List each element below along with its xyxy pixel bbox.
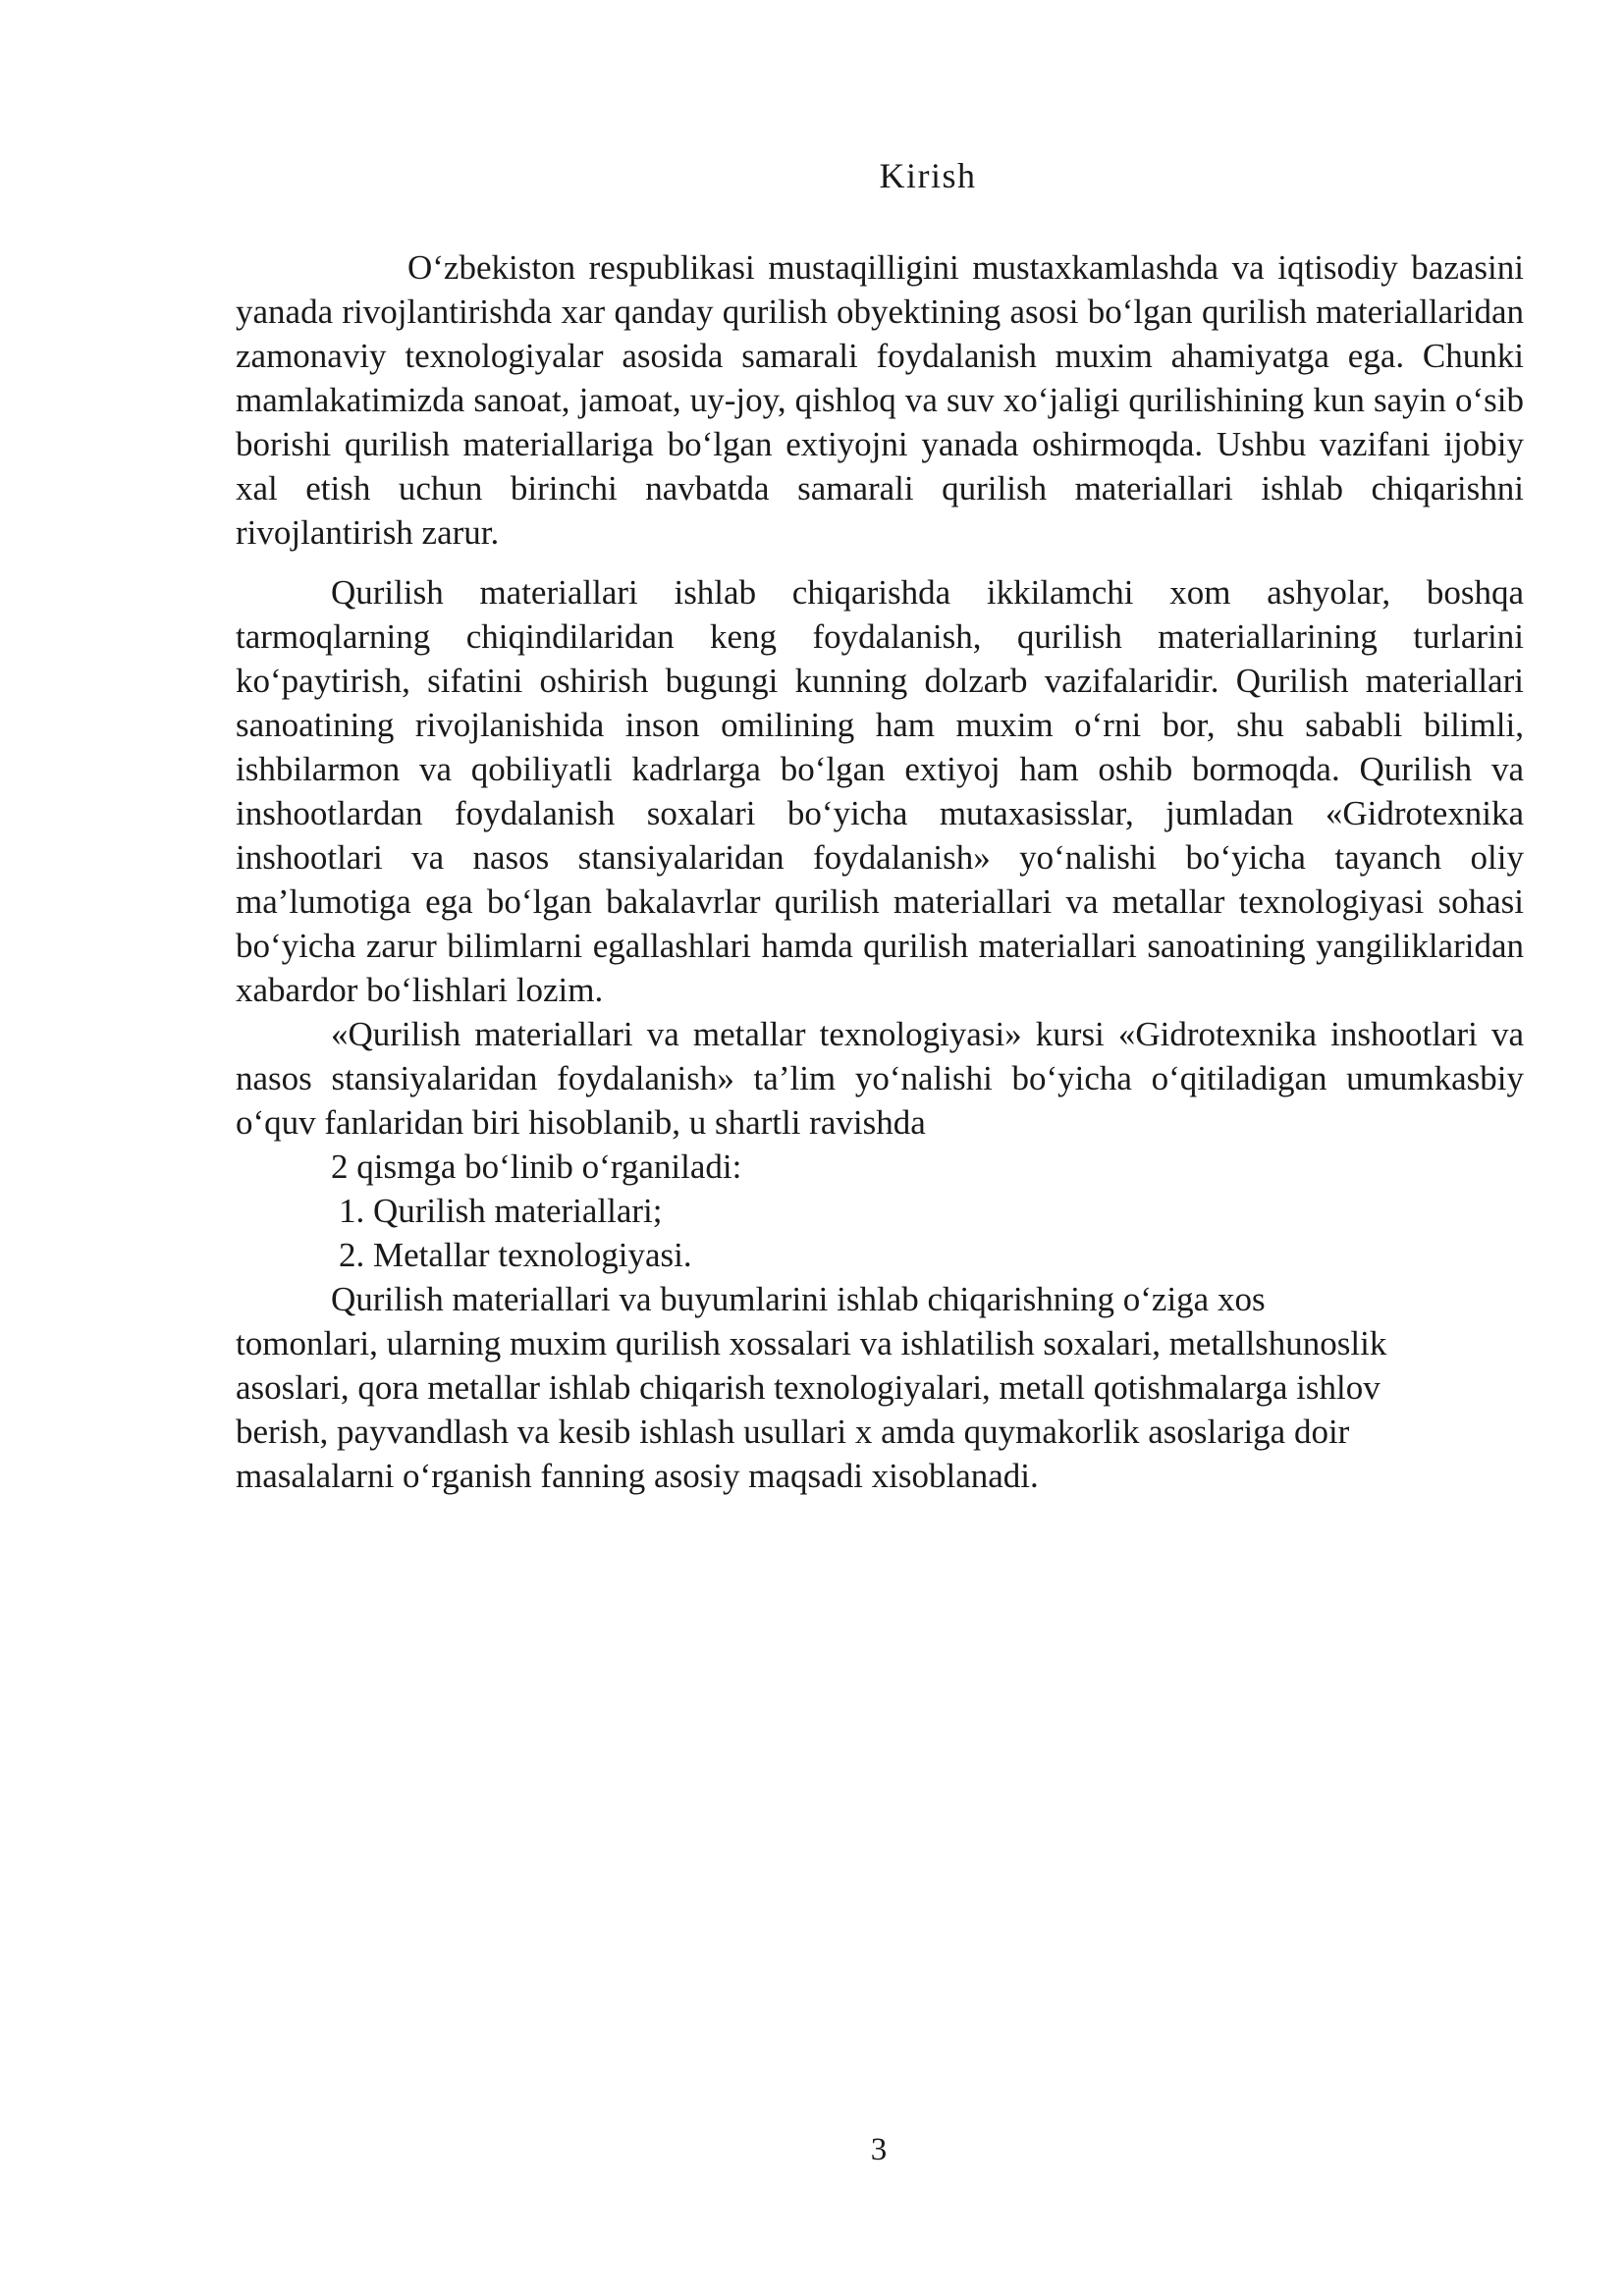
paragraph-materials: Qurilish materiallari ishlab chiqarishda ikkilamchi xom ashyolar, boshqa tarmoqlarning chiqindilaridan keng foydalanish, qurilish materiallarining turlarini ko‘paytirish, sifatini oshirish bugungi kunning dolzarb vazifalaridir. Qurilish materiallari sanoatining rivojlanishida inson omilining ham muxim o‘rni bor, shu sababli bilimli, ishbilarmon va qobiliyatli kadrlarga bo‘lgan extiyoj ham oshib bormoqda. Qurilish va inshootlardan foydalanish soxalari bo‘yicha mutaxasisslar, jumladan «Gidrotexnika inshootlari va nasos stansiyalaridan foydalanish» yo‘nalishi bo‘yicha tayanch oliy ma’lumotiga ega bo‘lgan bakalavrlar qurilish materiallari va metallar texnologiyasi sohasi bo‘yicha zarur bilimlarni egallashlari hamda qurilish materiallari sanoatining yangiliklaridan xabardor bo‘lishlari lozim. [236, 573, 1524, 1009]
document-body [236, 245, 1524, 1498]
page-number: 3 [870, 2132, 888, 2167]
page-title: Kirish [879, 156, 977, 195]
parts-line: 2 qismga bo‘linib o‘rganiladi: [331, 1148, 742, 1186]
list-item: 2. Metallar texnologiyasi. [339, 1236, 692, 1274]
paragraph-course: «Qurilish materiallari va metallar texnologiyasi» kursi «Gidrotexnika inshootlari va nasos stansiyalaridan foydalanish» ta’lim yo‘nalishi bo‘yicha o‘qitiladigan umumkasbiy o‘quv fanlaridan biri hisoblanib, u shartli ravishda [236, 1015, 1524, 1142]
paragraph-closing: Qurilish materiallari va buyumlarini ishlab chiqarishning o‘ziga xos tomonlari, ularning muxim qurilish xossalari va ishlatilish soxalari, metallshunoslik asoslari, qora metallar ishlab chiqarish texnologiyalari, metall qotishmalarga ishlov berish, payvandlash va kesib ishlash usullari x amda quymakorlik asoslariga doir masalalarni o‘rganish fanning asosiy maqsadi xisoblanadi. [236, 1280, 1387, 1495]
paragraph-intro: O‘zbekiston respublikasi mustaqilligini mustaxkamlashda va iqtisodiy bazasini yanada rivojlantirishda xar qanday qurilish obyektining asosi bo‘lgan qurilish materiallaridan zamonaviy texnologiyalar asosida samarali foydalanish muxim ahamiyatga ega. Chunki mamlakatimizda sanoat, jamoat, uy-joy, qishloq va suv xo‘jaligi qurilishining kun sayin o‘sib borishi qurilish materiallariga bo‘lgan extiyojni yanada oshirmoqda. Ushbu vazifani ijobiy xal etish uchun birinchi navbatda samarali qurilish materiallari ishlab chiqarishni rivojlantirish zarur. [236, 248, 1524, 552]
list-item: 1. Qurilish materiallari; [339, 1192, 663, 1230]
